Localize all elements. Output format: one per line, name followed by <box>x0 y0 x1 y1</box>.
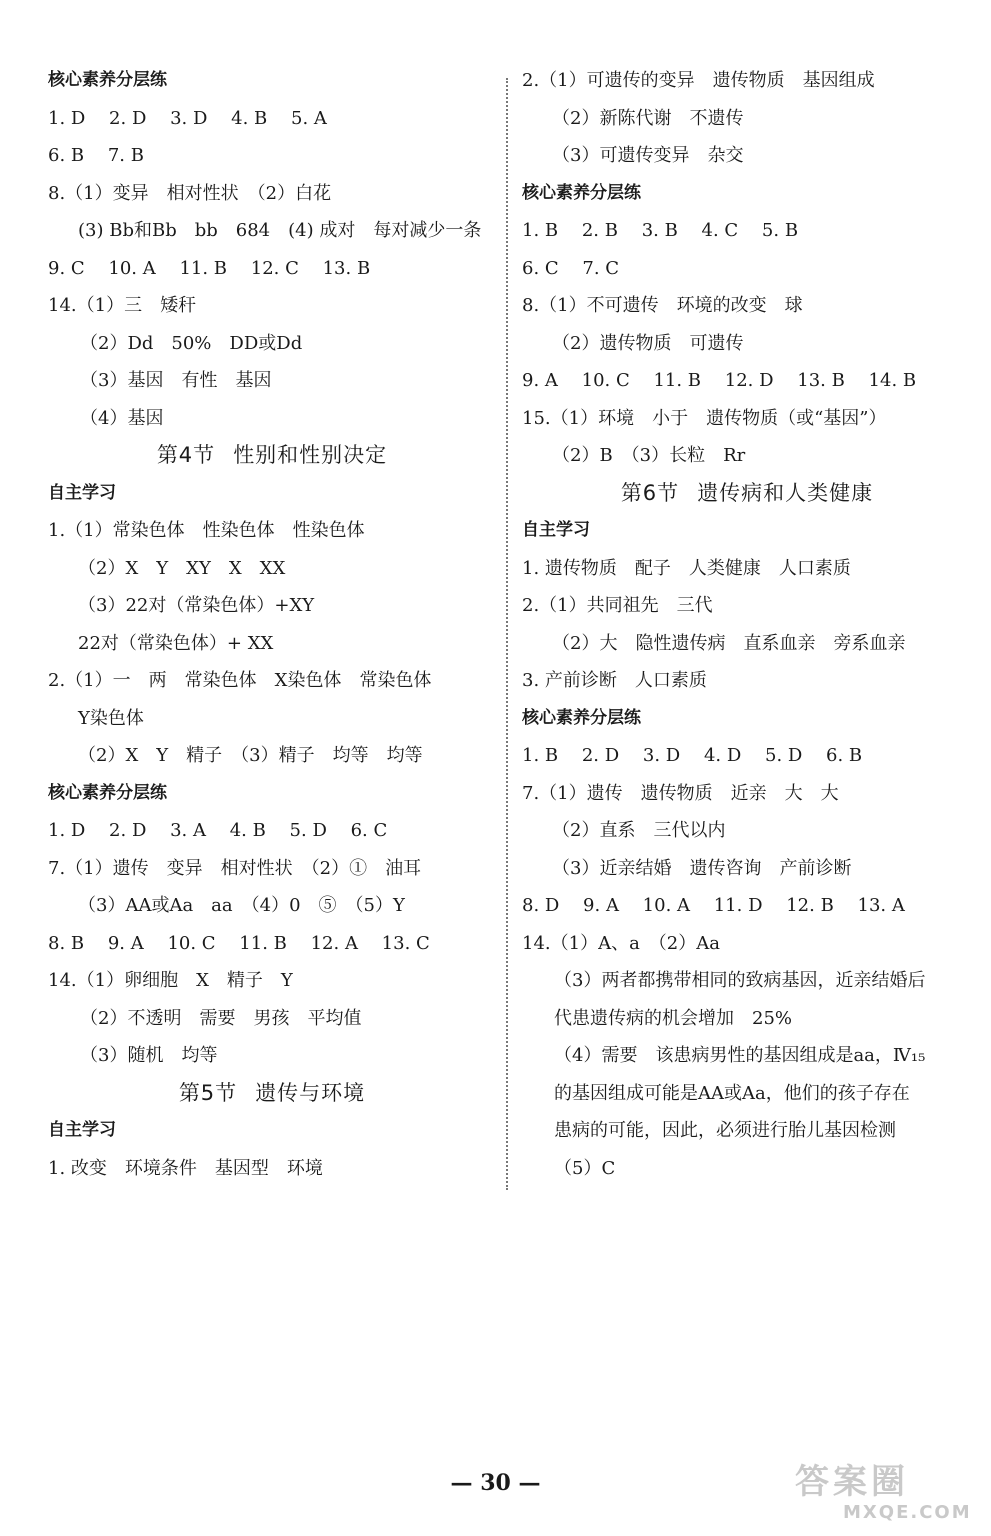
answer-line: 8.（1）变异 相对性状 （2）白花 <box>48 182 332 204</box>
subsection-heading: 核心素养分层练 <box>522 182 641 203</box>
answer-line: （2）大 隐性遗传病 直系血亲 旁系血亲 <box>552 632 906 654</box>
answer-line: 3. 产前诊断 人口素质 <box>522 670 707 691</box>
left-column <box>48 62 496 1187</box>
answer-line: 患病的可能，因此，必须进行胎儿基因检测 <box>554 1120 896 1141</box>
section-name: 遗传病和人类健康 <box>697 480 874 505</box>
answer-line: 22对（常染色体）+ XX <box>78 632 274 654</box>
answer-line: （3）随机 均等 <box>80 1045 218 1066</box>
answer-line: （2）X Y 精子 （3）精子 均等 均等 <box>78 745 423 766</box>
answer-line: （2）新陈代谢 不遗传 <box>552 107 744 129</box>
answer-line: 8. B 9. A 10. C 11. B 12. A 13. C <box>48 932 430 954</box>
answer-line: （3）AA或Aa aa （4）0 ⑤ （5）Y <box>78 895 405 916</box>
section-title <box>48 1075 496 1113</box>
answer-line: 代患遗传病的机会增加 25% <box>554 1007 793 1029</box>
answer-line: 7.（1）遗传 遗传物质 近亲 大 大 <box>522 782 839 804</box>
answer-line: 1. D 2. D 3. A 4. B 5. D 6. C <box>48 820 388 841</box>
answer-line: 2.（1）共同祖先 三代 <box>522 595 713 616</box>
answer-line: （2）遗传物质 可遗传 <box>552 332 744 354</box>
answer-line: 14.（1）三 矮秆 <box>48 295 197 316</box>
answer-line: 9. C 10. A 11. B 12. C 13. B <box>48 257 371 279</box>
answer-line: （3）近亲结婚 遗传咨询 产前诊断 <box>552 857 852 879</box>
answer-line: 9. A 10. C 11. B 12. D 13. B 14. B <box>522 370 917 391</box>
subsection-heading: 自主学习 <box>522 520 590 540</box>
watermark-title: 答案圈 <box>795 1462 909 1502</box>
answer-line: 8.（1）不可遗传 环境的改变 球 <box>522 295 803 316</box>
answer-line: （2）不透明 需要 男孩 平均值 <box>80 1007 362 1029</box>
answer-line: （4）基因 <box>80 407 164 429</box>
subsection-heading: 核心素养分层练 <box>48 70 167 90</box>
watermark-url: MXQE.COM <box>843 1502 972 1523</box>
answer-line: 2.（1）可遗传的变异 遗传物质 基因组成 <box>522 70 875 91</box>
section-title <box>48 437 496 475</box>
answer-line: 1. D 2. D 3. D 4. B 5. A <box>48 107 327 129</box>
subsection-heading: 核心素养分层练 <box>522 707 641 728</box>
answer-line: 2.（1）一 两 常染色体 X染色体 常染色体 <box>48 670 432 691</box>
right-column <box>522 62 972 1187</box>
answer-line: （3）基因 有性 基因 <box>80 370 272 391</box>
section-name: 性别和性别决定 <box>233 443 388 467</box>
answer-line: 1. B 2. B 3. B 4. C 5. B <box>522 220 799 241</box>
page-number: — 30 — <box>450 1470 541 1496</box>
answer-line: 14.（1）卵细胞 X 精子 Y <box>48 970 293 991</box>
answer-line: (3) Bb和Bb bb 684 (4) 成对 每对减少一条 <box>78 220 482 241</box>
answer-line: 1. 改变 环境条件 基因型 环境 <box>48 1157 323 1179</box>
watermark <box>795 1462 977 1528</box>
answer-line: 14.（1）A、a （2）Aa <box>522 932 720 954</box>
section-number: 第5节 <box>178 1080 238 1105</box>
answer-line: （4）需要 该患病男性的基因组成是aa，Ⅳ₁₅ <box>554 1045 926 1066</box>
answer-line: Y染色体 <box>78 707 144 729</box>
section-number: 第6节 <box>620 480 680 505</box>
section-name: 遗传与环境 <box>255 1080 366 1105</box>
answer-line: （2）直系 三代以内 <box>552 820 726 841</box>
subsection-heading: 自主学习 <box>48 482 116 503</box>
answer-line: （2）X Y XY X XX <box>78 557 286 579</box>
subsection-heading: 自主学习 <box>48 1120 116 1140</box>
answer-line: （2）B （3）长粒 Rr <box>552 445 746 466</box>
answer-line: （5）C <box>554 1157 616 1179</box>
section-title <box>522 475 972 513</box>
answer-line: 8. D 9. A 10. A 11. D 12. B 13. A <box>522 895 905 916</box>
answer-line: 1. B 2. D 3. D 4. D 5. D 6. B <box>522 745 863 766</box>
answer-line: （3）两者都携带相同的致病基因，近亲结婚后 <box>554 970 926 991</box>
answer-line: （2）Dd 50% DD或Dd <box>80 332 303 354</box>
subsection-heading: 核心素养分层练 <box>48 782 167 803</box>
answer-line: （3）可遗传变异 杂交 <box>552 145 744 166</box>
section-number: 第4节 <box>156 443 216 467</box>
answer-line: 的基因组成可能是AA或Aa，他们的孩子存在 <box>554 1082 910 1104</box>
answer-line: 6. C 7. C <box>522 257 620 279</box>
answer-line: 1.（1）常染色体 性染色体 性染色体 <box>48 520 365 541</box>
answer-line: （3）22对（常染色体）+XY <box>78 595 315 616</box>
answer-line: 6. B 7. B <box>48 145 144 166</box>
answer-line: 7.（1）遗传 变异 相对性状 （2）① 油耳 <box>48 857 422 879</box>
answer-line: 1. 遗传物质 配子 人类健康 人口素质 <box>522 557 851 579</box>
column-divider <box>506 78 508 1190</box>
answer-line: 15.（1）环境 小于 遗传物质（或“基因”） <box>522 407 887 429</box>
